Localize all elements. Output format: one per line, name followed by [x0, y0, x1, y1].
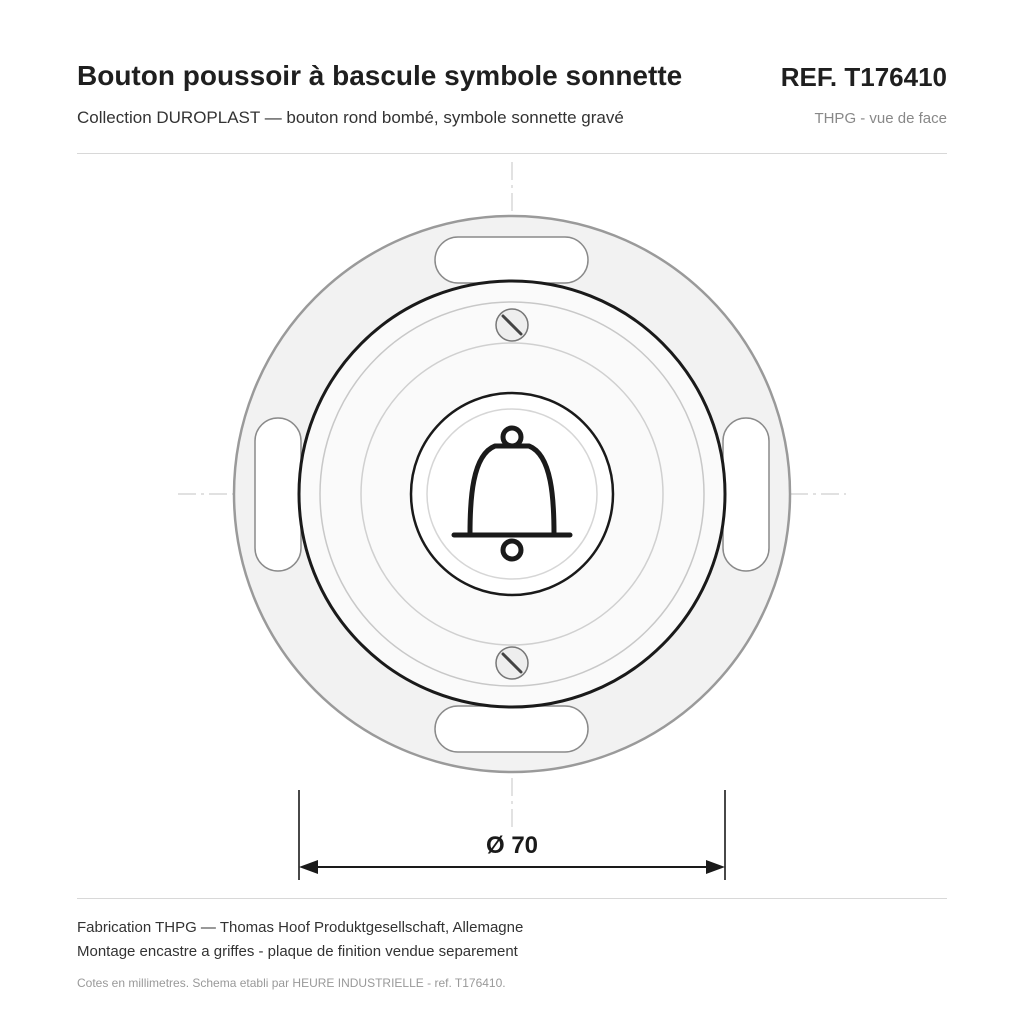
mounting-slot-left: [255, 418, 301, 571]
mounting-text: Montage encastre a griffes - plaque de finition vendue separement: [77, 943, 518, 960]
footnote: Cotes en millimetres. Schema etabli par HEURE INDUSTRIELLE - ref. T176410.: [77, 976, 506, 990]
page-subtitle: Collection DUROPLAST — bouton rond bombé, symbole sonnette gravé: [77, 108, 624, 127]
push-button: [411, 393, 613, 595]
screw-bottom: [496, 647, 528, 679]
screw-top: [496, 309, 528, 341]
mounting-slot-bottom: [435, 706, 588, 752]
manufacturer-text: Fabrication THPG — Thomas Hoof Produktgesellschaft, Allemagne: [77, 919, 524, 936]
diameter-label: Ø 70: [485, 832, 539, 859]
bottom-divider: [77, 898, 947, 899]
page-title: Bouton poussoir à bascule symbole sonnette: [77, 60, 683, 91]
view-label: THPG - vue de face: [814, 110, 947, 127]
mounting-slot-right: [723, 418, 769, 571]
mounting-slot-top: [435, 237, 588, 283]
reference-number: REF. T176410: [780, 62, 947, 92]
